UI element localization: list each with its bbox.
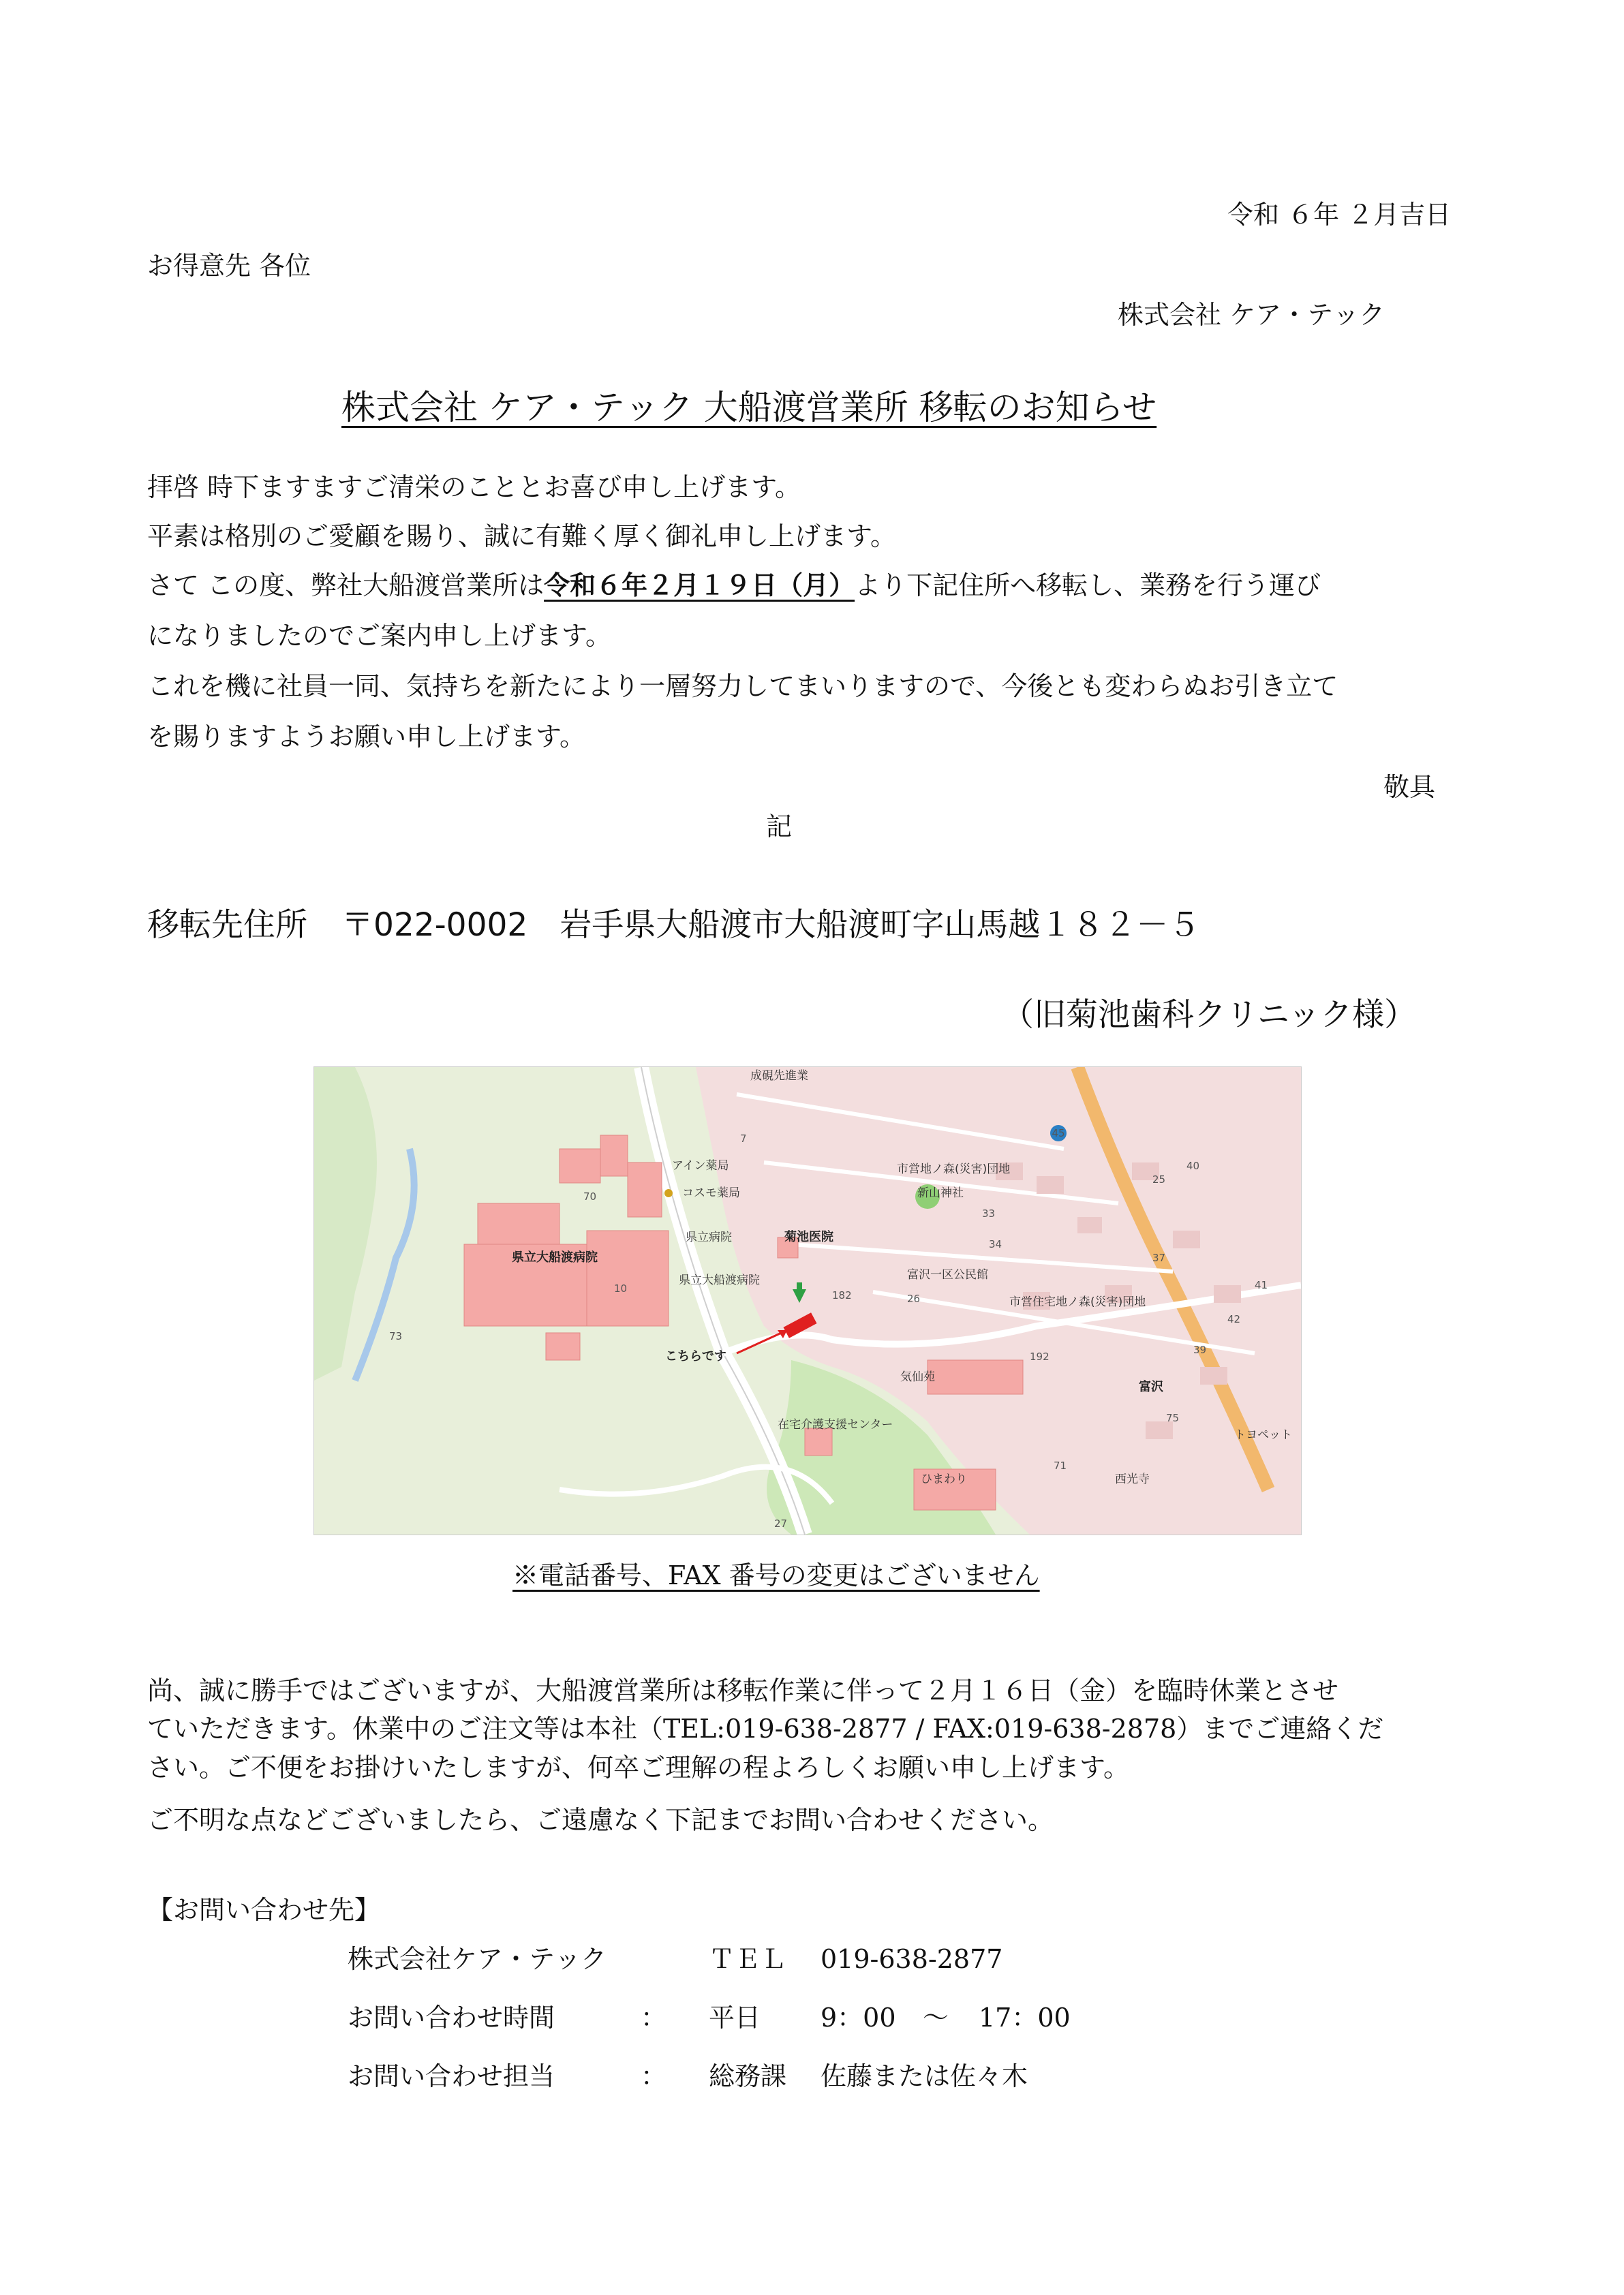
contact-header: 【お問い合わせ先】 <box>147 1895 381 1925</box>
map-label-kikuchi: 菊池医院 <box>784 1230 833 1244</box>
body-line-5: これを機に社員一同、気持ちを新たにより一層努力してまいりますので、今後とも変わらぬお引き立て <box>147 671 1338 701</box>
contact-tel-label: ＴＥＬ <box>709 1944 787 1974</box>
location-map <box>313 1066 1302 1535</box>
map-num: 25 <box>1152 1173 1166 1186</box>
contact-colon: ： <box>641 2003 667 2033</box>
map-label-here: こちらです <box>665 1349 726 1364</box>
map-num: 10 <box>614 1282 628 1295</box>
map-label-zaitaku: 在宅介護支援センター <box>778 1418 893 1432</box>
route-number: 45 <box>1052 1127 1065 1139</box>
map-num: 33 <box>982 1207 996 1220</box>
address-label: 移転先住所 <box>147 906 307 944</box>
map-num: 26 <box>907 1293 921 1305</box>
contact-person: 佐藤または佐々木 <box>821 2061 1028 2091</box>
document-date: 令和 ６年 ２月吉日 <box>1227 200 1452 230</box>
page-title: 株式会社 ケア・テック 大船渡営業所 移転のお知らせ <box>341 388 1157 427</box>
sender: 株式会社 ケア・テック <box>1118 300 1385 330</box>
map-num: 75 <box>1166 1412 1180 1424</box>
closure-line-2: ていただきます。休業中のご注文等は本社（TEL:019-638-2877 / FAX:019-638-2878）までご連絡くだ <box>147 1714 1384 1744</box>
map-label-tomisawa-hall: 富沢一区公民館 <box>907 1268 988 1282</box>
map-label-seiwa: 成硯先進業 <box>750 1069 808 1083</box>
map-label-shiei2: 市営住宅地ノ森(災害)団地 <box>1009 1295 1146 1309</box>
map-num: 41 <box>1255 1279 1268 1291</box>
body-line-4: になりましたのでご案内申し上げます。 <box>147 621 611 651</box>
map-label-hospital: 県立大船渡病院 <box>512 1250 598 1265</box>
contact-hours-start: 9：00 <box>821 2003 896 2033</box>
map-label-hospital2: 県立大船渡病院 <box>679 1274 760 1287</box>
map-label-shiei1: 市営地ノ森(災害)団地 <box>897 1162 1011 1176</box>
map-label-toyopet: トヨペット <box>1234 1428 1292 1442</box>
body-line-3-pre: さて この度、弊社大船渡営業所は <box>147 570 545 600</box>
recipient: お得意先 各位 <box>147 251 311 281</box>
map-num: 37 <box>1152 1252 1166 1264</box>
map-label-shinzan: 新山神社 <box>917 1186 964 1200</box>
map-num: 7 <box>740 1133 747 1145</box>
body-line-3-post: より下記住所へ移転し、業務を行う運び <box>855 570 1321 600</box>
map-label-tomisawa: 富沢 <box>1139 1380 1163 1394</box>
map-num: 27 <box>774 1518 788 1530</box>
closure-line-3: さい。ご不便をお掛けいたしますが、何卒ご理解の程よろしくお願い申し上げます。 <box>147 1753 1129 1783</box>
map-label-saikoji: 西光寺 <box>1115 1473 1150 1486</box>
contact-hours-day: 平日 <box>709 2003 761 2033</box>
closure-line-4: ご不明な点などございましたら、ご遠慮なく下記までお問い合わせください。 <box>147 1805 1054 1835</box>
map-num: 39 <box>1193 1344 1207 1356</box>
address-value: 〒022-0002 岩手県大船渡市大船渡町字山馬越１８２－５ <box>341 906 1201 944</box>
contact-dept: 総務課 <box>709 2061 787 2091</box>
map-num: 42 <box>1227 1313 1241 1325</box>
contact-tel: 019-638-2877 <box>821 1944 1003 1974</box>
map-num: 182 <box>832 1289 852 1301</box>
contact-tilde: ～ <box>923 2003 949 2033</box>
contact-hours-label: お問い合わせ時間 <box>348 2003 555 2033</box>
map-num: 192 <box>1030 1351 1050 1363</box>
map-label-himawari: ひまわり <box>921 1473 967 1486</box>
map-label-cosmo: コスモ薬局 <box>682 1186 740 1200</box>
move-date: 令和６年２月１９日（月） <box>544 570 855 600</box>
contact-person-label: お問い合わせ担当 <box>348 2061 555 2091</box>
body-line-3 <box>147 572 1321 598</box>
ki-marker: 記 <box>766 812 793 842</box>
map-num: 73 <box>389 1330 403 1342</box>
closing: 敬具 <box>1383 772 1436 802</box>
map-label-ain: アイン薬局 <box>672 1159 729 1173</box>
closure-line-1: 尚、誠に勝手ではございますが、大船渡営業所は移転作業に伴って２月１６日（金）を臨時休業とさせ <box>147 1676 1339 1706</box>
map-num: 71 <box>1054 1460 1067 1472</box>
address-note: （旧菊池歯科クリニック様） <box>1002 996 1417 1034</box>
map-label-kenritsu-small: 県立病院 <box>686 1231 732 1244</box>
map-num: 40 <box>1186 1160 1200 1172</box>
body-line-2: 平素は格別のご愛顧を賜り、誠に有難く厚く御礼申し上げます。 <box>147 521 896 551</box>
map-num: 70 <box>583 1190 597 1203</box>
contact-company: 株式会社ケア・テック <box>348 1944 607 1974</box>
address-line <box>147 899 1200 945</box>
body-line-1: 拝啓 時下ますますご清栄のこととお喜び申し上げます。 <box>147 472 801 502</box>
map-num: 34 <box>989 1238 1002 1250</box>
phone-fax-notice: ※電話番号、FAX 番号の変更はございません <box>512 1560 1040 1590</box>
contact-colon: ： <box>641 2061 667 2091</box>
contact-hours-end: 17：00 <box>979 2003 1071 2033</box>
map-label-kisenen: 気仙苑 <box>900 1370 935 1384</box>
body-line-6: を賜りますようお願い申し上げます。 <box>147 722 585 752</box>
